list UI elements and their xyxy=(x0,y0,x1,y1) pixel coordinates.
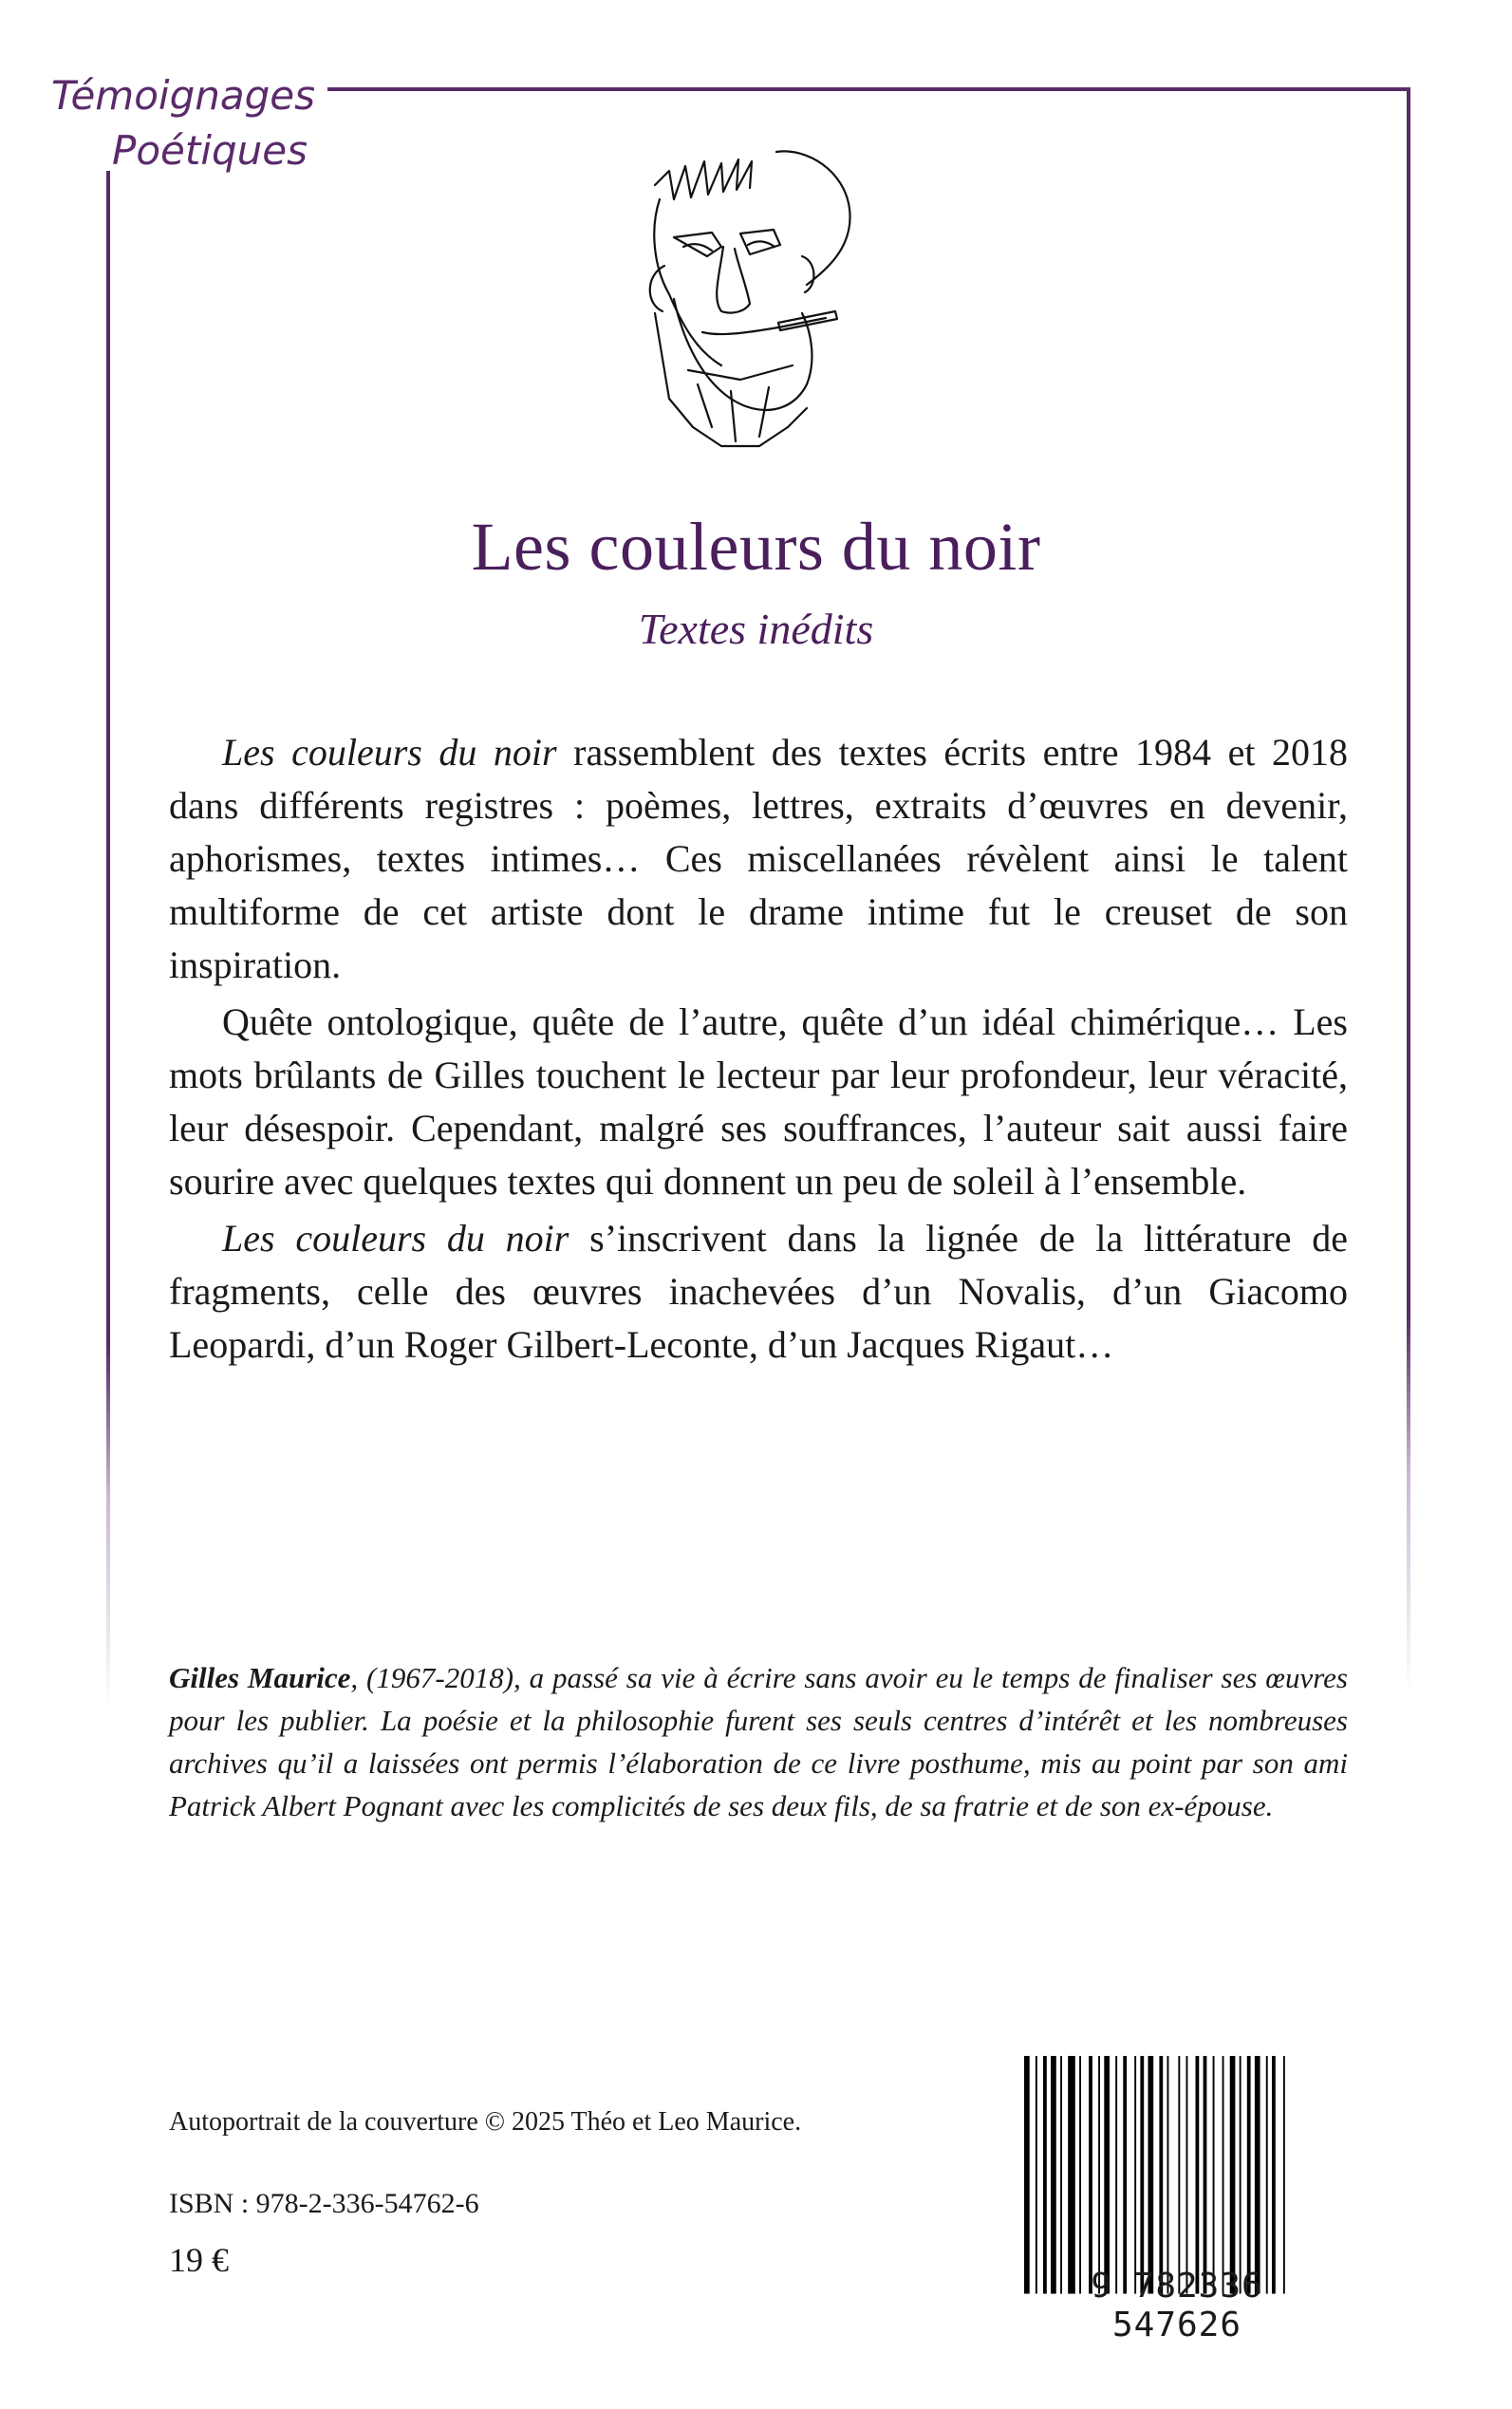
isbn: ISBN : 978-2-336-54762-6 xyxy=(169,2188,479,2219)
collection-line-1: Témoignages xyxy=(51,72,315,119)
barcode-bar xyxy=(1266,2056,1268,2294)
barcode-bar xyxy=(1148,2056,1154,2294)
barcode-bar xyxy=(1283,2056,1285,2294)
barcode-bar xyxy=(1204,2056,1207,2294)
author-name: Gilles Maurice xyxy=(169,1661,351,1694)
ean-barcode-icon xyxy=(1020,2056,1334,2303)
barcode-bar xyxy=(1140,2056,1144,2294)
barcode-bar xyxy=(1043,2056,1047,2294)
author-bio-text: , (1967-2018), a passé sa vie à écrire sans avoir eu le temps de finaliser ses œuvres pour les publier. La poésie et la philosophie furent ses seuls centres d’intérêt et les nombreuses archives qu’il a laissées ont permis l’élaboration de ce livre posthume, mis au point par son ami Patrick Albert Pognant avec les complicités de ses deux fils, de sa fratrie et de son ex-épouse. xyxy=(169,1661,1348,1822)
barcode-bar xyxy=(1104,2056,1110,2294)
barcode-bar xyxy=(1123,2056,1127,2294)
barcode-bar xyxy=(1068,2056,1075,2294)
summary-p1-text: rassemblent des textes écrits entre 1984 et 2018 dans différents registres : poèmes, lettres, extraits d’œuvres en devenir, aphorismes, textes intimes… Ces miscellanées révèlent ainsi le talent multiforme de cet artiste dont le drame intime fut le creuset de son inspiration. xyxy=(169,731,1348,986)
barcode-bar xyxy=(1213,2056,1215,2294)
summary-p1-title: Les couleurs du noir xyxy=(222,731,557,774)
barcode-bar xyxy=(1098,2056,1100,2294)
frame-top-border xyxy=(327,87,1410,91)
barcode-bar xyxy=(1089,2056,1092,2294)
self-portrait-sketch-icon xyxy=(617,142,883,465)
summary xyxy=(169,726,1348,1375)
barcode-bar xyxy=(1240,2056,1241,2294)
book-title: Les couleurs du noir xyxy=(471,509,1041,585)
barcode-bar xyxy=(1079,2056,1081,2294)
barcode-bar xyxy=(1036,2056,1037,2294)
frame-left-border xyxy=(106,171,110,2306)
barcode-bar xyxy=(1196,2056,1200,2294)
summary-paragraph-2: Quête ontologique, quête de l’autre, quête d’un idéal chimérique… Les mots brûlants de Gilles touchent le lecteur par leur profondeur, leur véracité, leur désespoir. Cependant, malgré ses souffrances, l’auteur sait aussi faire sourire avec quelques textes qui donnent un peu de soleil à l’ensemble. xyxy=(169,1000,1348,1203)
summary-paragraph-1 xyxy=(169,726,1348,992)
barcode-bar xyxy=(1247,2056,1251,2294)
barcode-number: 9 782336 547626 xyxy=(1091,2267,1263,2344)
barcode-bar xyxy=(1060,2056,1062,2294)
summary-p3-title: Les couleurs du noir xyxy=(222,1217,569,1260)
barcode-bar xyxy=(1223,2056,1224,2294)
barcode-bar xyxy=(1186,2056,1188,2294)
collection-line-2: Poétiques xyxy=(112,127,308,174)
barcode-bar xyxy=(1159,2056,1163,2294)
barcode-bar xyxy=(1167,2056,1169,2294)
frame-right-border xyxy=(1407,87,1410,2318)
barcode-bar xyxy=(1272,2056,1276,2294)
author-bio xyxy=(169,1656,1348,1827)
cover-credit: Autoportrait de la couverture © 2025 Théo et Leo Maurice. xyxy=(169,2107,802,2137)
price: 19 € xyxy=(169,2241,229,2279)
barcode-bar xyxy=(1134,2056,1136,2294)
summary-paragraph-3 xyxy=(169,1212,1348,1372)
barcode-bar xyxy=(1024,2056,1030,2294)
collection-name xyxy=(46,68,330,178)
barcode-bar xyxy=(1255,2056,1260,2294)
summary-p3-text: s’inscrivent dans la lignée de la littérature de fragments, celle des œuvres inachevées d’un Novalis, d’un Giacomo Leopardi, d’un Roger Gilbert-Leconte, d’un Jacques Rigaut… xyxy=(169,1217,1349,1366)
barcode-bar xyxy=(1178,2056,1180,2294)
book-subtitle: Textes inédits xyxy=(638,605,874,653)
barcode-bar xyxy=(1115,2056,1117,2294)
barcode-bar xyxy=(1051,2056,1056,2294)
barcode-bar xyxy=(1230,2056,1236,2294)
